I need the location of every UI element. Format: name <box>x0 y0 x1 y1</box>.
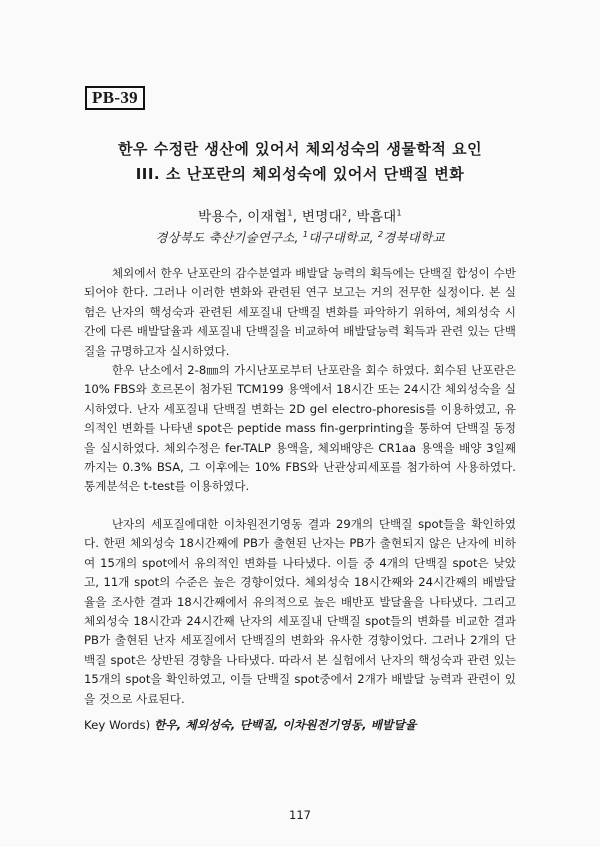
keywords <box>84 716 416 733</box>
author-2: 이재협 <box>247 209 288 225</box>
affiliation-1: 대구대학교, <box>308 230 374 245</box>
poster-label-box <box>85 86 145 110</box>
author-separator: , <box>347 209 352 225</box>
author-separator: , <box>292 209 298 225</box>
author-3-affil-mark: 2 <box>341 208 348 218</box>
affiliation-1-mark: 1 <box>302 229 309 239</box>
paragraph-text: 한우 난소에서 2-8㎜의 가시난포로부터 난포란을 회수 하였다. 회수된 난포란은 10% FBS와 호르몬이 첨가된 TCM199 용액에서 18시간 또는 24시간 체외성숙을 실시하였다. 난자 세포질내 단백질 변화는 2D gel electro-phoresis를 이용하였고, 유의적인 변화를 나타낸 spot은 peptide mass fin-gerprinting을 통하여 단백질 동정을 실시하였다. 체외수정은 fer-TALP 용액을, 체외배양은 CR1aa 용액을 배양 3일째까지는 0.3% BSA, 그 이후에는 10% FBS와 난관상피세포를 첨가하여 사용하였다. 통계분석은 t-test를 이용하였다. <box>84 363 516 494</box>
author-4-affil-mark: 1 <box>396 208 402 218</box>
abstract-paragraph-1 <box>84 264 516 361</box>
keywords-terms: 한우, 체외성숙, 단백질, 이차원전기영동, 배발달율 <box>153 718 417 732</box>
author-4: 박흠대 <box>356 209 397 225</box>
title-line-1: 한우 수정란 생산에 있어서 체외성숙의 생물학적 요인 <box>117 140 483 158</box>
abstract-paragraph-2 <box>84 361 516 497</box>
affiliation-2: 경북대학교 <box>383 230 445 245</box>
affiliation-main: 경상북도 축산기술연구소, <box>155 230 299 245</box>
paragraph-text: 체외에서 한우 난포란의 감수분열과 배발달 능력의 획득에는 단백질 합성이 수반되어야 한다. 그러나 이러한 변화와 관련된 연구 보고는 거의 전무한 실정이다. 본 실험은 난자의 핵성숙과 관련된 세포질내 단백질 변화를 파악하기 위하여, 체외성숙 시간에 다른 배발달율과 세포질내 단백질을 비교하여 배발달능력 획득과 관련 있는 단백질을 규명하고자 실시하였다. <box>84 266 516 358</box>
affiliations <box>0 228 600 246</box>
title-line-2: III. 소 난포란의 체외성숙에 있어서 단백질 변화 <box>135 165 465 183</box>
keywords-label: Key Words) <box>84 718 151 732</box>
authors <box>0 205 600 225</box>
page-number: 117 <box>289 808 311 822</box>
author-2-affil-mark: 1 <box>287 208 293 218</box>
affiliation-2-mark: 2 <box>377 229 384 239</box>
paragraph-text: 난자의 세포질에대한 이차원전기영동 결과 29개의 단백질 spot들을 확인하였다. 한편 체외성숙 18시간째에 PB가 출현된 난자는 PB가 출현되지 않은 난자에 비하여 15개의 spot에서 유의적인 변화를 나타냈다. 이들 중 4개의 단백질 spot은 낮았고, 11개 spot의 수준은 높은 경향이었다. 체외성숙 18시간째와 24시간째의 배발달율을 조사한 결과 18시간째에서 유의적으로 높은 배반포 발달율을 나타냈다. 그리고 체외성숙 18시간과 24시간째 난자의 세포질내 단백질 spot들의 변화를 비교한 결과 PB가 출현된 난자 세포질에서 단백질의 변화와 유사한 경향이었다. 그러나 2개의 단백질 spot은 상반된 경향을 나타냈다. 따라서 본 실험에서 난자의 핵성숙과 관련 있는 15개의 spot을 확인하였고, 이들 단백질 spot중에서 2개가 배발달 능력과 관련이 있을 것으로 사료된다. <box>84 517 516 706</box>
abstract-paragraph-3 <box>84 515 516 709</box>
author-1: 박용수, <box>198 209 243 225</box>
author-3: 변명대 <box>301 209 342 225</box>
poster-label: PB-39 <box>92 88 138 107</box>
